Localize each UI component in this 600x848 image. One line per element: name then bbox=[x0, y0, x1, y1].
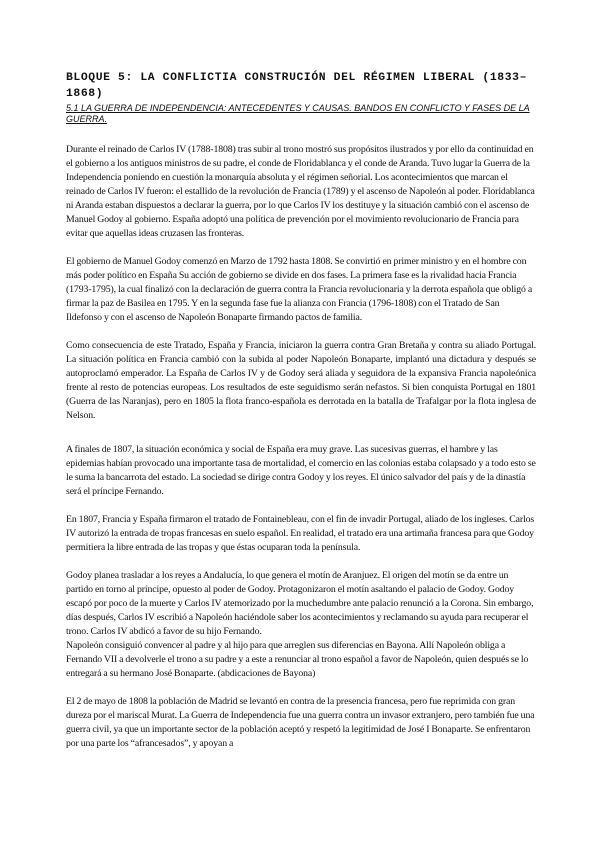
paragraph-carlos-iv: Durante el reinado de Carlos IV (1788-1808) tras subir al trono mostró sus propósitos ilustrados y por ello da continuidad en el gobierno a los antiguos ministros de su padre, el conde de Floridablanca y el conde de Aranda. Tuvo lugar la Guerra de la Independencia poniendo en cuestión la monarquía absoluta y el régimen señorial. Los acontecimientos que marcan el reinado de Carlos IV fueron: el estallido de la revolución de Francia (1789) y el ascenso de Napoleón al poder. Floridablanca ni Aranda estaban dispuestos a declarar la guerra, por lo que Carlos IV los destituye y la situación cambió con el ascenso de Manuel Godoy al gobierno. España adoptó una política de prevención por el movimiento revolucionario de Francia para evitar que aquellas ideas cruzasen las fronteras. bbox=[66, 144, 535, 239]
section-subtitle: 5.1 LA GUERRA DE INDEPENDENCIA: ANTECEDENTES Y CAUSAS. BANDOS EN CONFLICTO Y FASES DE LA GUERRA. bbox=[66, 103, 530, 124]
paragraph-fontainebleau: En 1807, Francia y España firmaron el tratado de Fontainebleau, con el fin de invadir Portugal, aliado de los ingleses. Carlos IV autorizó la entrada de tropas francesas en suelo español. En realidad, el tratado era una artimaña francesa para que Godoy permitiera la libre entrada de las tropas y que éstas ocuparan toda la península. bbox=[66, 514, 535, 553]
paragraph-aranjuez: Godoy planea trasladar a los reyes a Andalucía, lo que genera el motín de Aranjuez. El origen del motín se da entre un partido en torno al príncipe, opuesto al poder de Godoy. Protagonizaron el motín asaltando el palacio de Godoy. Godoy escapó por poco de la muerte y Carlos IV atemorizado por la muchedumbre ante palacio renunció a la Corona. Sin embargo, días después, Carlos IV escribió a Napoleón haciéndole saber los acontecimientos y reclamando su ayuda para recuperar el trono. Carlos IV abdicó a favor de su hijo Fernando. bbox=[66, 570, 534, 637]
paragraph-godoy-government: El gobierno de Manuel Godoy comenzó en Marzo de 1792 hasta 1808. Se convirtió en primer ministro y en el hombre con más poder político en España Su acción de gobierno se divide en dos fases. La primera fase es la rivalidad hacia Francia (1793-1795), la cual finalizó con la declaración de guerra contra la Francia revolucionaria y la derrota española que obligó a firmar la paz de Basilea en 1795. Y en la segunda fase fue la alianza con Francia (1796-1808) con el Tratado de San Ildefonso y con el ascenso de Napoleón Bonaparte firmando pactos de familia. bbox=[66, 256, 533, 323]
paragraph-dos-de-mayo: El 2 de mayo de 1808 la población de Madrid se levantó en contra de la presencia francesa, pero fue reprimida con gran dureza por el mariscal Murat. La Guerra de Independencia fue una guerra contra un invasor extranjero, pero también fue una guerra civil, ya que un importante sector de la población aceptó y respetó la legitimidad de José I Bonaparte. Se enfrentaron por una parte los “afrancesados”, y apoyan a bbox=[66, 696, 535, 749]
document-body bbox=[66, 70, 536, 751]
paragraph-crisis-1807: A finales de 1807, la situación económica y social de España era muy grave. Las sucesivas guerras, el hambre y las epidemias habían provocado una importante tasa de mortalidad, el comercio en las colonias estaba colapsado y a todo esto se le suma la bancarrota del estado. La sociedad se dirige contra Godoy y los reyes. El único salvador del país y de la dinastía será el príncipe Fernando. bbox=[66, 444, 536, 497]
paragraph-war-britain: Como consecuencia de este Tratado, España y Francia, iniciaron la guerra contra Gran Bretaña y contra su aliado Portugal. La situación política en Francia cambió con la subida al poder Napoleón Bonaparte, implantó una dictadura y después se autoproclamó emperador. La España de Carlos IV y de Godoy será aliada y seguidora de la expansiva Francia napoleónica frente al resto de potencias europeas. Los resultados de este seguidismo serán nefastos. Si bien conquista Portugal en 1801 (Guerra de las Naranjas), pero en 1805 la flota franco-española es derrotada en la batalla de Trafalgar por la flota inglesa de Nelson. bbox=[66, 340, 536, 421]
page-title: BLOQUE 5: LA CONFLICTIA CONSTRUCIÓN DEL RÉGIMEN LIBERAL (1833–1868) bbox=[66, 72, 528, 100]
paragraph-bayona: Napoleón consiguió convencer al padre y al hijo para que arreglen sus diferencias en Bayona. Allí Napoleón obliga a Fernando VII a devolverle el trono a su padre y a este a renunciar al trono español a favor de Napoleón, quien después se lo entregará a su hermano José Bonaparte. (abdicaciones de Bayona) bbox=[66, 640, 529, 679]
